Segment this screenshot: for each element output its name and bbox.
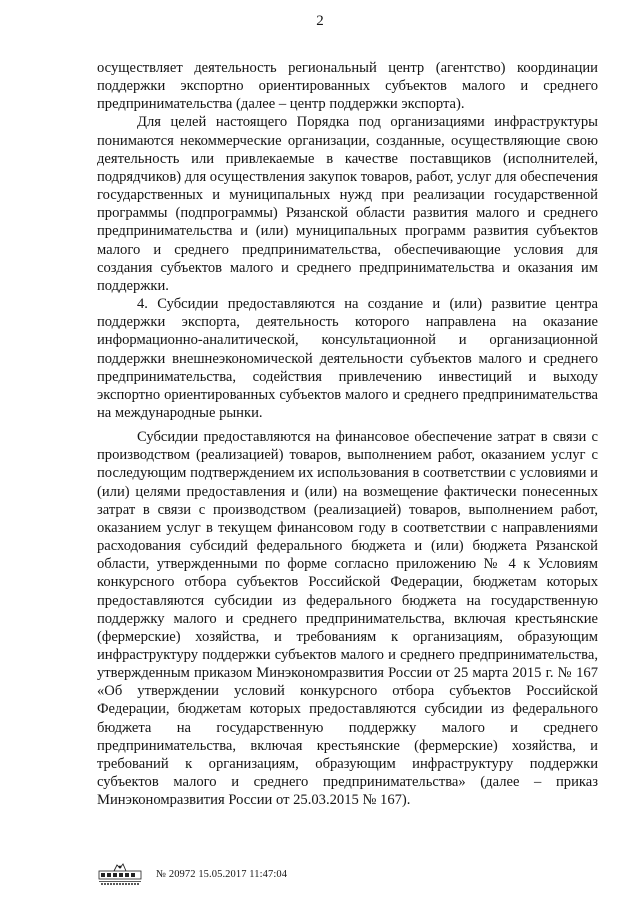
paragraph-subsidy-purpose: Субсидии предоставляются на финансовое обеспечение затрат в связи с производством (реализацией) товаров, выполнением работ, оказанием услуг с последующим подтверждением их использования в соответствии с условиями и (или) целями предоставления и (или) на возмещение фактически понесенных затрат в связи с производством (реализацией) товаров, выполнением работ, оказанием услуг в текущем финансовом году в соответствии с направлениями расходования субсидий федерального бюджета и (или) бюджета Рязанской области, утвержденными по форме согласно приложению № 4 к Условиям конкурсного отбора субъектов Российской Федерации, бюджетам которых предоставляются субсидии из федерального бюджета на государственную поддержку малого и среднего предпринимательства, включая крестьянские (фермерские) хозяйства, и требованиям к организациям, образующим инфраструктуру поддержки субъектов малого и среднего предпринимательства, утвержденным приказом Минэкономразвития России от 25 марта 2015 г. № 167 «Об утверждении условий конкурсного отбора субъектов Российской Федерации, бюджетам которых предоставляются субсидии из федерального бюджета на государственную поддержку малого и среднего предпринимательства, включая крестьянские (фермерские) хозяйства, и требований к организациям, образующим инфраструктуру поддержки субъектов малого и среднего предпринимательства» (далее – приказ Минэкономразвития России от 25.03.2015 № 167). (97, 429, 598, 809)
registry-stamp-icon (98, 862, 142, 888)
paragraph-infrastructure-definition: Для целей настоящего Порядка под организациями инфраструктуры понимаются некоммерческие организации, созданные, осуществляющие свою деятельность или привлекаемые в качестве поставщиков (исполнителей, подрядчиков) для осуществления закупок товаров, работ, услуг для обеспечения государственных и муниципальных нужд при реализации государственной программы (подпрограммы) Рязанской области развития малого и среднего предпринимательства и (или) муниципальных программ развития субъектов малого и среднего предпринимательства, обеспечивающие условия для создания субъектов малого и среднего предпринимательства и оказания им поддержки. (97, 114, 598, 294)
page-number: 2 (316, 13, 324, 29)
document-body (97, 59, 598, 809)
paragraph-clause-4: 4. Субсидии предоставляются на создание и (или) развитие центра поддержки экспорта, деятельность которого направлена на оказание информационно-аналитической, консультационной и организационной поддержки внешнеэкономической деятельности субъектов малого и среднего предпринимательства, содействия привлечению инвестиций и выходу экспортно ориентированных субъектов малого и среднего предпринимательства на международные рынки. (97, 296, 598, 421)
footer-registration (98, 862, 287, 888)
paragraph-continuation: осуществляет деятельность региональный центр (агентство) координации поддержки экспортно ориентированных субъектов малого и среднего предпринимательства (далее – центр поддержки экспорта). (97, 60, 598, 113)
registration-number-timestamp: № 20972 15.05.2017 11:47:04 (156, 869, 288, 880)
